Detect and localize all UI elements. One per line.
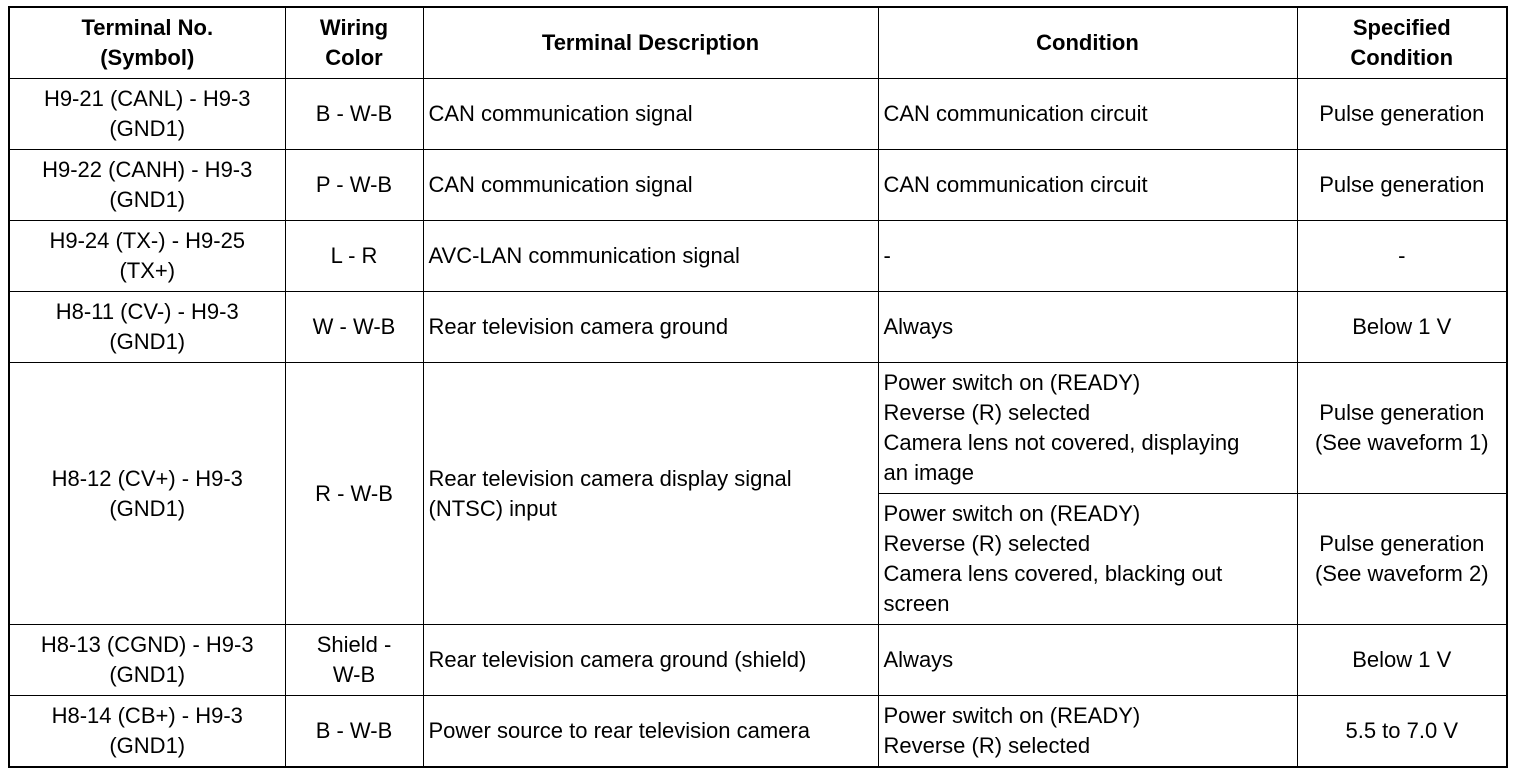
specified-cell: Pulse generation (See waveform 1): [1297, 363, 1507, 494]
wiring-cell: B - W-B: [285, 696, 423, 768]
table-row: [9, 150, 1507, 221]
description-cell: Rear television camera display signal (NTSC) input: [423, 363, 878, 625]
wiring-cell: P - W-B: [285, 150, 423, 221]
terminal-cell: H8-12 (CV+) - H9-3 (GND1): [9, 363, 285, 625]
terminal-cell: H9-24 (TX-) - H9-25 (TX+): [9, 221, 285, 292]
terminal-cell: H8-13 (CGND) - H9-3 (GND1): [9, 625, 285, 696]
condition-cell: CAN communication circuit: [878, 79, 1297, 150]
condition-cell: Power switch on (READY) Reverse (R) selected Camera lens covered, blacking out screen: [878, 494, 1297, 625]
condition-cell: Power switch on (READY) Reverse (R) selected Camera lens not covered, displaying an image: [878, 363, 1297, 494]
header-wiring-color: Wiring Color: [285, 7, 423, 79]
specified-cell: Pulse generation: [1297, 79, 1507, 150]
header-specified-condition: Specified Condition: [1297, 7, 1507, 79]
condition-cell: -: [878, 221, 1297, 292]
condition-cell: Always: [878, 292, 1297, 363]
condition-cell: Always: [878, 625, 1297, 696]
specified-cell: Below 1 V: [1297, 625, 1507, 696]
wiring-cell: Shield - W-B: [285, 625, 423, 696]
table-row: [9, 696, 1507, 768]
header-row: [9, 7, 1507, 79]
description-cell: Rear television camera ground (shield): [423, 625, 878, 696]
condition-cell: Power switch on (READY) Reverse (R) selected: [878, 696, 1297, 768]
condition-cell: CAN communication circuit: [878, 150, 1297, 221]
description-cell: CAN communication signal: [423, 150, 878, 221]
wiring-cell: R - W-B: [285, 363, 423, 625]
header-terminal-description: Terminal Description: [423, 7, 878, 79]
terminal-cell: H8-11 (CV-) - H9-3 (GND1): [9, 292, 285, 363]
terminal-cell: H9-22 (CANH) - H9-3 (GND1): [9, 150, 285, 221]
header-condition: Condition: [878, 7, 1297, 79]
description-cell: Rear television camera ground: [423, 292, 878, 363]
specified-cell: -: [1297, 221, 1507, 292]
specified-cell: 5.5 to 7.0 V: [1297, 696, 1507, 768]
wiring-cell: L - R: [285, 221, 423, 292]
terminal-spec-table: [8, 6, 1508, 768]
terminal-cell: H8-14 (CB+) - H9-3 (GND1): [9, 696, 285, 768]
description-cell: AVC-LAN communication signal: [423, 221, 878, 292]
terminal-cell: H9-21 (CANL) - H9-3 (GND1): [9, 79, 285, 150]
table-row: [9, 79, 1507, 150]
wiring-cell: B - W-B: [285, 79, 423, 150]
table-row: [9, 292, 1507, 363]
specified-cell: Pulse generation: [1297, 150, 1507, 221]
specified-cell: Pulse generation (See waveform 2): [1297, 494, 1507, 625]
table-row: [9, 625, 1507, 696]
table-row: [9, 363, 1507, 494]
specified-cell: Below 1 V: [1297, 292, 1507, 363]
header-terminal: Terminal No. (Symbol): [9, 7, 285, 79]
table-row: [9, 221, 1507, 292]
wiring-cell: W - W-B: [285, 292, 423, 363]
description-cell: Power source to rear television camera: [423, 696, 878, 768]
description-cell: CAN communication signal: [423, 79, 878, 150]
